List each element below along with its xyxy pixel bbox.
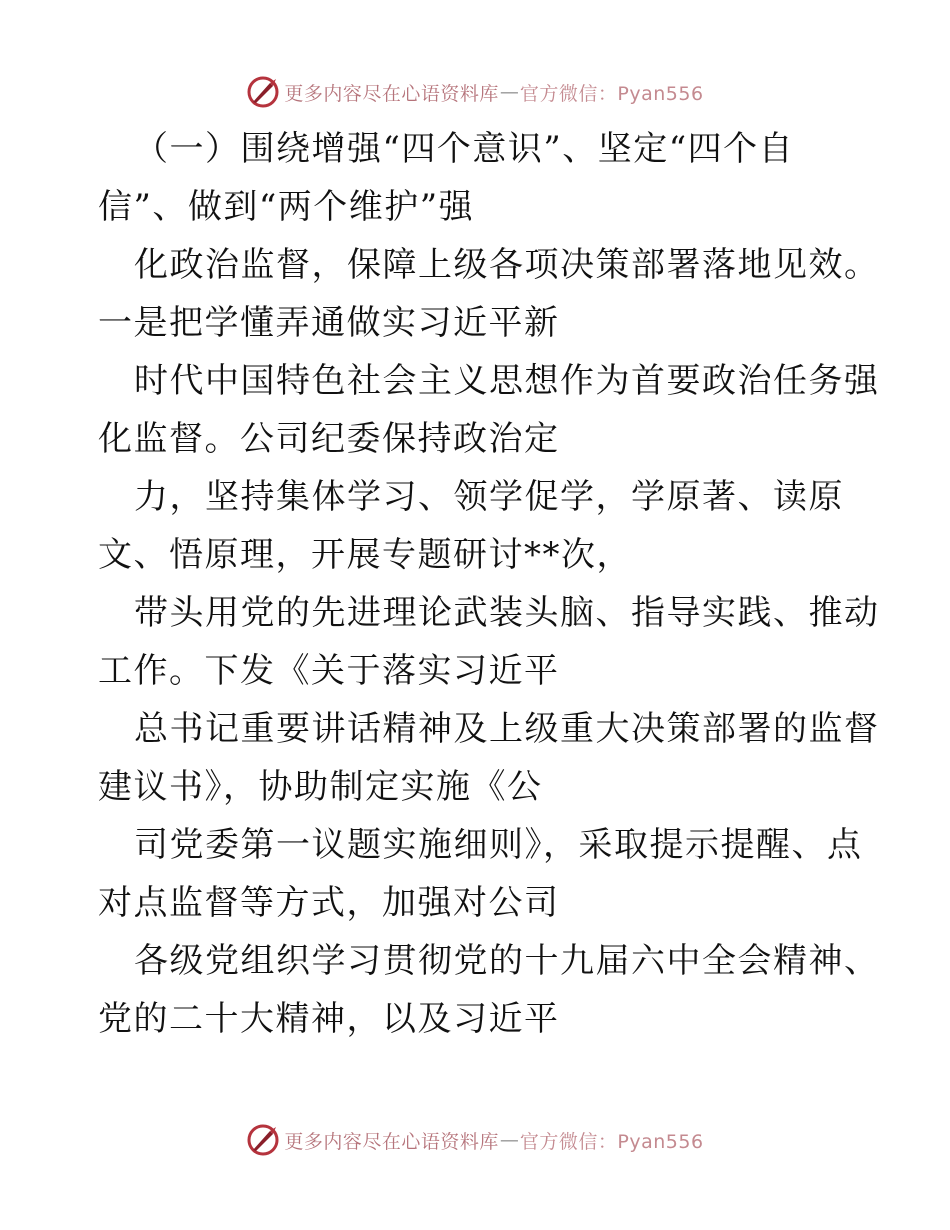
watermark-contact-text: 官方微信：Pyan556 bbox=[519, 82, 704, 105]
feather-pen-circle-icon bbox=[246, 75, 280, 109]
text-line-3: 化政治监督，保障上级各项决策部署落地见效。 bbox=[134, 245, 880, 285]
watermark-separator: — bbox=[499, 1129, 519, 1151]
text-line-13: 司党委第一议题实施细则》，采取提示提醒、点 bbox=[134, 825, 863, 865]
watermark-brand-text: 更多内容尽在心语资料库 bbox=[284, 1130, 499, 1153]
feather-pen-circle-icon bbox=[246, 1123, 280, 1157]
watermark-separator: — bbox=[499, 81, 519, 103]
text-line-2: 信”、做到“两个维护”强 bbox=[98, 187, 475, 227]
text-line-12: 建议书》，协助制定实施《公 bbox=[98, 767, 543, 807]
text-line-9: 带头用党的先进理论武装头脑、指导实践、推动 bbox=[134, 593, 880, 633]
text-line-11: 总书记重要讲话精神及上级重大决策部署的监督 bbox=[134, 709, 880, 749]
text-line-7: 力，坚持集体学习、领学促学，学原著、读原 bbox=[134, 477, 844, 517]
text-line-4: 一是把学懂弄通做实习近平新 bbox=[98, 303, 560, 343]
text-line-15: 各级党组织学习贯彻党的十九届六中全会精神、 bbox=[134, 941, 880, 981]
footer-watermark bbox=[0, 1120, 950, 1160]
watermark-brand-text: 更多内容尽在心语资料库 bbox=[284, 82, 499, 105]
text-line-5: 时代中国特色社会主义思想作为首要政治任务强 bbox=[134, 361, 880, 401]
document-body bbox=[98, 120, 880, 1048]
header-watermark bbox=[0, 72, 950, 112]
text-line-1: （一）围绕增强“四个意识”、坚定“四个自 bbox=[134, 129, 795, 169]
text-line-10: 工作。下发《关于落实习近平 bbox=[98, 651, 560, 691]
watermark-contact-text: 官方微信：Pyan556 bbox=[519, 1130, 704, 1153]
text-line-8: 文、悟原理，开展专题研讨**次， bbox=[98, 535, 632, 575]
text-line-16: 党的二十大精神，以及习近平 bbox=[98, 999, 560, 1039]
text-line-14: 对点监督等方式，加强对公司 bbox=[98, 883, 560, 923]
text-line-6: 化监督。公司纪委保持政治定 bbox=[98, 419, 560, 459]
